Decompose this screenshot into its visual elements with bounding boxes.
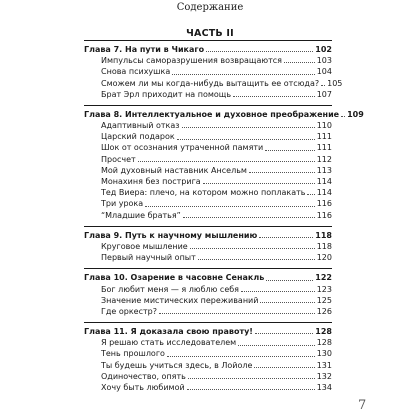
toc-entry <box>84 66 332 77</box>
toc-entry <box>84 252 332 263</box>
toc-entry <box>84 210 332 221</box>
chapter-rule <box>84 40 332 41</box>
toc-entry-page: 111 <box>316 143 332 153</box>
toc-entry-title: Где оркестр? <box>101 306 157 316</box>
chapter-heading-page: 102 <box>315 44 332 54</box>
toc-entry-page: 125 <box>316 295 332 305</box>
toc-entry-page: 128 <box>316 338 332 348</box>
toc-entry <box>84 382 332 393</box>
toc-entry-page: 104 <box>316 67 332 77</box>
toc-entry-page: 110 <box>316 121 332 131</box>
chapter-block <box>84 268 332 317</box>
toc-entry <box>84 187 332 198</box>
toc-entry <box>84 120 332 131</box>
page-number: 7 <box>358 398 367 413</box>
toc-entry-page: 116 <box>316 210 332 220</box>
toc-entry <box>84 143 332 154</box>
dot-leader <box>266 280 313 281</box>
chapter-heading-title: Глава 10. Озарение в часовне Сенакль <box>84 273 265 283</box>
toc-entry-title: Ты будешь учиться здесь, в Лойоле <box>101 360 253 370</box>
toc-entry-title: Тед Виера: плечо, на котором можно поплакать <box>101 188 306 198</box>
chapter-heading <box>84 272 332 283</box>
chapter-block <box>84 322 332 393</box>
toc-entry-title: Значение мистических переживаний <box>101 295 259 305</box>
dot-leader <box>182 127 315 128</box>
toc-entry-title: Тень прошлого <box>101 349 165 359</box>
dot-leader <box>260 302 314 303</box>
toc-entry <box>84 241 332 252</box>
toc-entry-title: Круговое мышление <box>101 241 188 251</box>
toc-entry-title: Монахиня без пострига <box>101 177 201 187</box>
toc-entry-page: 113 <box>316 165 332 175</box>
toc-entry <box>84 198 332 209</box>
chapter-heading-page: 118 <box>315 230 332 240</box>
chapter-heading-page: 128 <box>315 327 332 337</box>
chapter-rule <box>84 322 332 323</box>
dot-leader <box>255 333 313 334</box>
toc-entry <box>84 176 332 187</box>
toc-entry-title: Царский подарок <box>101 132 175 142</box>
chapter-rule <box>84 226 332 227</box>
toc-entry <box>84 349 332 360</box>
toc-entry-title: Снова психушка <box>101 67 171 77</box>
dot-leader <box>198 259 315 260</box>
dot-leader <box>241 291 315 292</box>
toc-entry <box>84 78 343 89</box>
toc-entry-title: Мой духовный наставник Ансельм <box>101 165 247 175</box>
dot-leader <box>341 116 345 117</box>
chapter-heading-title: Глава 11. Я доказала свою правоту! <box>84 327 253 337</box>
toc-entry <box>84 89 332 100</box>
toc-entry <box>84 295 332 306</box>
toc-entry <box>84 284 332 295</box>
chapter-block <box>84 226 332 264</box>
chapter-rule <box>84 268 332 269</box>
chapter-block <box>84 40 343 100</box>
toc-entry <box>84 131 332 142</box>
toc-entry-title: Адаптивный отказ <box>101 121 180 131</box>
dot-leader <box>206 51 313 52</box>
toc-entry-page: 105 <box>327 78 343 88</box>
toc-entry-page: 131 <box>316 360 332 370</box>
toc-entry-page: 123 <box>316 284 332 294</box>
toc-entry-title: Я решаю стать исследователем <box>101 338 237 348</box>
toc-entry <box>84 337 332 348</box>
chapter-block <box>84 105 364 221</box>
toc-entry <box>84 360 332 371</box>
part-title: ЧАСТЬ II <box>186 28 234 39</box>
dot-leader <box>172 74 314 75</box>
toc-entry <box>84 371 332 382</box>
dot-leader <box>187 389 315 390</box>
table-of-contents <box>84 40 364 398</box>
dot-leader <box>203 183 315 184</box>
toc-entry-page: 126 <box>316 306 332 316</box>
dot-leader <box>254 367 314 368</box>
toc-entry-page: 111 <box>316 132 332 142</box>
toc-entry-page: 116 <box>316 199 332 209</box>
dot-leader <box>284 62 315 63</box>
chapter-heading <box>84 230 332 241</box>
toc-entry <box>84 306 332 317</box>
dot-leader <box>307 194 314 195</box>
chapter-heading <box>84 44 332 55</box>
toc-entry-title: Хочу быть любимой <box>101 383 185 393</box>
dot-leader <box>138 161 315 162</box>
chapter-heading <box>84 326 332 337</box>
toc-entry-page: 130 <box>316 349 332 359</box>
dot-leader <box>321 85 325 86</box>
toc-entry-page: 120 <box>316 253 332 263</box>
toc-entry <box>84 154 332 165</box>
dot-leader <box>233 96 315 97</box>
dot-leader <box>188 378 315 379</box>
chapter-rule <box>84 105 332 106</box>
toc-entry-title: Сможем ли мы когда-нибудь вытащить ее отсюда? <box>101 78 320 88</box>
dot-leader <box>183 217 315 218</box>
dot-leader <box>238 345 315 346</box>
toc-entry <box>84 165 332 176</box>
dot-leader <box>259 237 313 238</box>
toc-entry-title: Одиночество, опять <box>101 371 186 381</box>
chapter-heading-title: Глава 9. Путь к научному мышлению <box>84 230 258 240</box>
dot-leader <box>159 313 315 314</box>
chapter-heading-title: Глава 8. Интеллектуальное и духовное преображение <box>84 109 340 119</box>
toc-entry-title: Первый научный опыт <box>101 253 196 263</box>
dot-leader <box>167 356 315 357</box>
toc-entry-title: Бог любит меня — я люблю себя <box>101 284 239 294</box>
toc-entry-page: 107 <box>316 89 332 99</box>
running-head: Содержание <box>176 2 244 13</box>
chapter-heading-title: Глава 7. На пути в Чикаго <box>84 44 205 54</box>
chapter-heading-page: 109 <box>347 109 364 119</box>
dot-leader <box>177 139 315 140</box>
chapter-heading-page: 122 <box>315 273 332 283</box>
toc-entry-title: Шок от осознания утраченной памяти <box>101 143 264 153</box>
chapter-heading <box>84 109 364 120</box>
toc-entry-page: 134 <box>316 383 332 393</box>
toc-entry <box>84 55 332 66</box>
toc-entry-title: Три урока <box>101 199 144 209</box>
toc-entry-page: 132 <box>316 371 332 381</box>
toc-entry-page: 114 <box>316 177 332 187</box>
dot-leader <box>145 206 315 207</box>
toc-entry-page: 114 <box>316 188 332 198</box>
toc-entry-title: Просчет <box>101 154 136 164</box>
toc-entry-page: 112 <box>316 154 332 164</box>
dot-leader <box>190 248 315 249</box>
dot-leader <box>249 172 315 173</box>
dot-leader <box>265 150 314 151</box>
toc-entry-title: Брат Эрл приходит на помощь <box>101 89 232 99</box>
toc-entry-title: “Младшие братья” <box>101 210 181 220</box>
toc-entry-page: 103 <box>316 56 332 66</box>
toc-entry-page: 118 <box>316 241 332 251</box>
toc-entry-title: Импульсы саморазрушения возвращаются <box>101 56 282 66</box>
